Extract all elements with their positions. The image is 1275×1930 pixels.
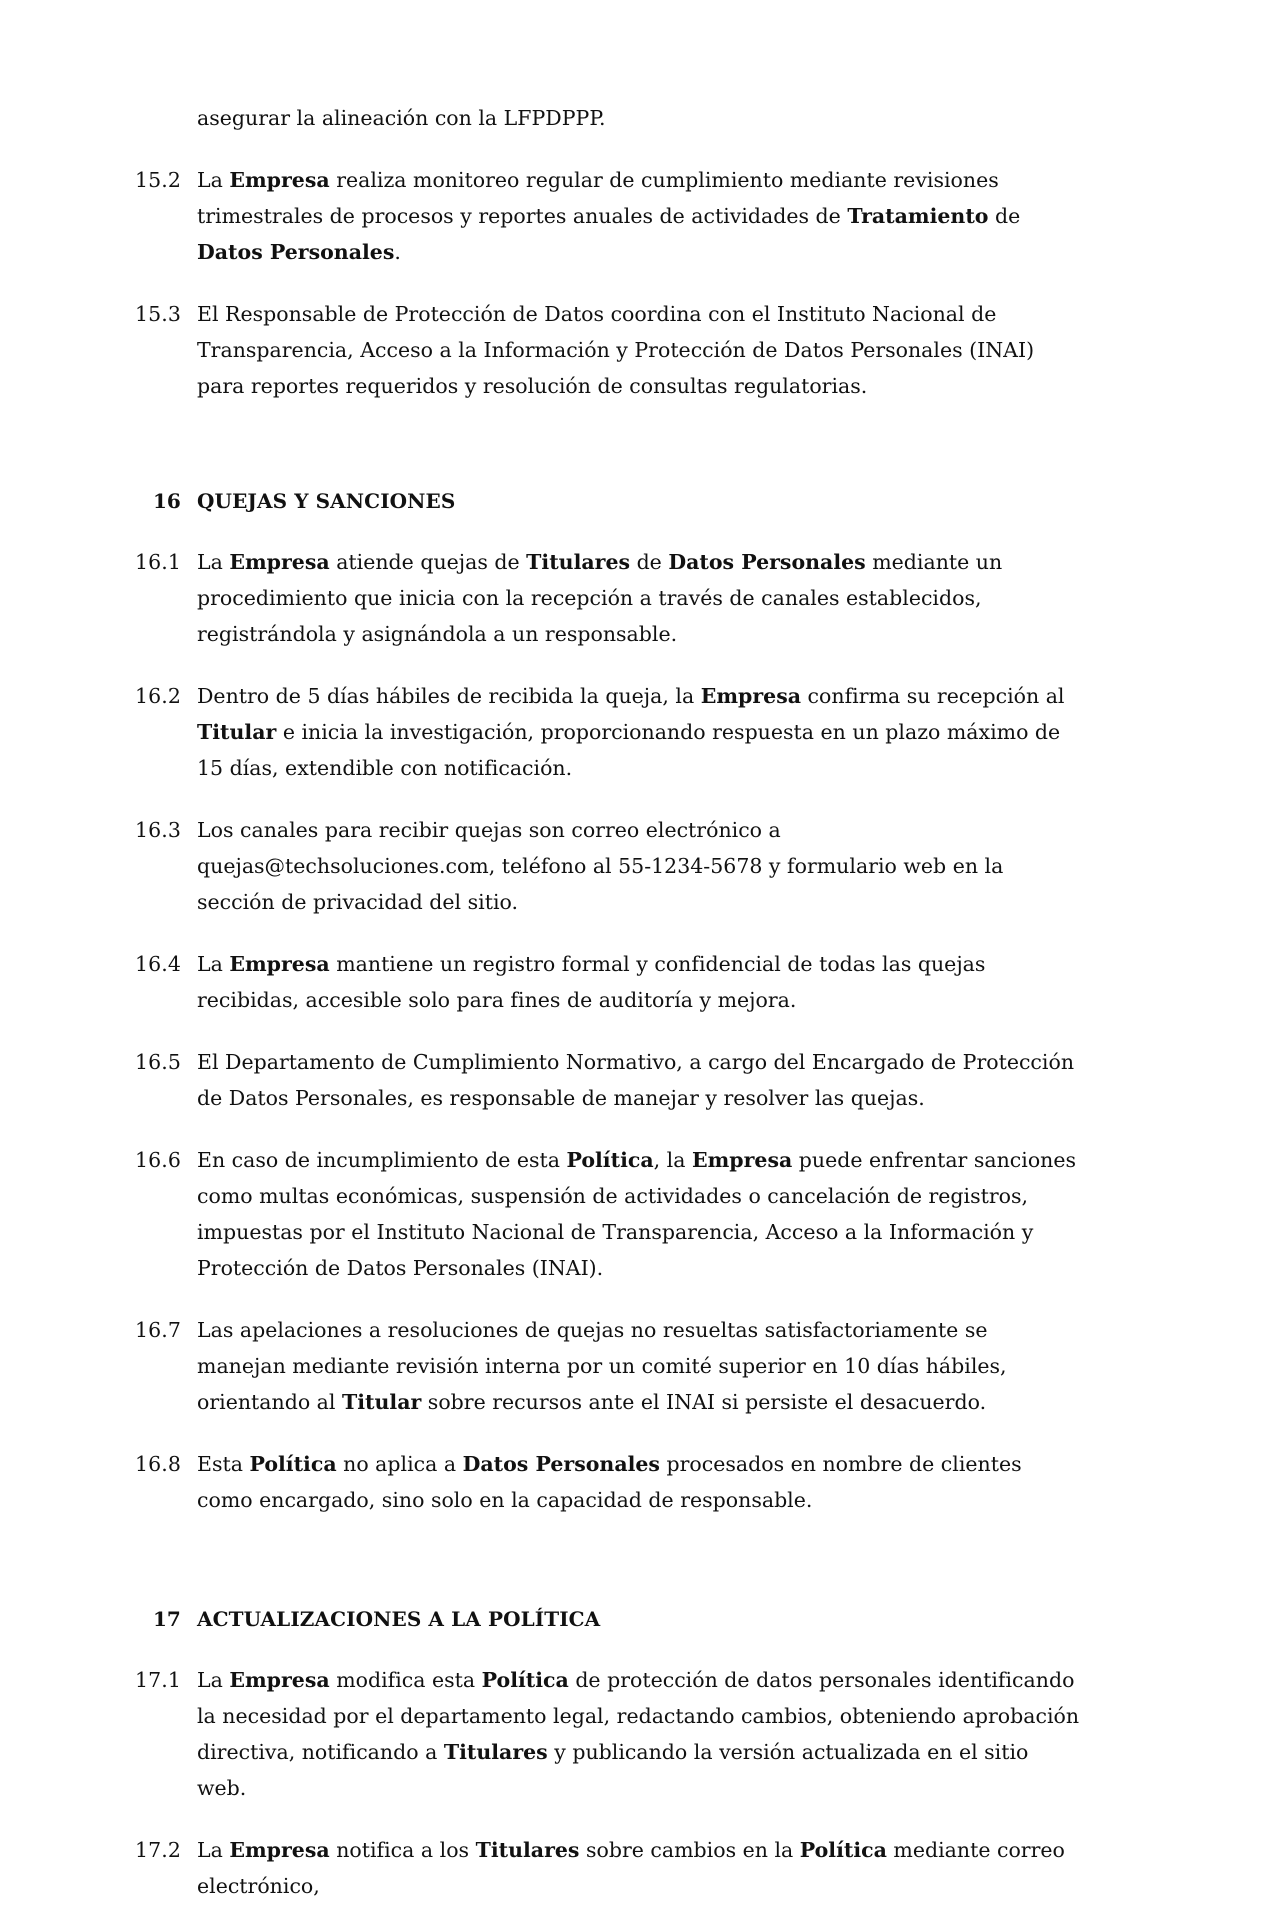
clause-number: 16.2 xyxy=(135,684,182,708)
clause-text: En caso de incumplimiento de esta Política, la Empresa puede enfrentar sanciones como multas económicas, suspensión de actividades o cancelación de registros, impuestas por el Instituto Nacional de Transparencia, Acceso a la Información y Protección de Datos Personales (INAI). xyxy=(197,1148,1077,1280)
clause-number: 17.1 xyxy=(135,1668,182,1692)
clause-number: 15.3 xyxy=(135,302,182,326)
clause-number: 16.5 xyxy=(135,1050,182,1074)
clause-text: El Departamento de Cumplimiento Normativo, a cargo del Encargado de Protección de Datos Personales, es responsable de manejar y resolver las quejas. xyxy=(197,1050,1075,1110)
clause-text: El Responsable de Protección de Datos coordina con el Instituto Nacional de Transparencia, Acceso a la Información y Protección de Datos Personales (INAI) para reportes requeridos y resolución de consultas regulatorias. xyxy=(197,302,1035,398)
clause-number: 16.1 xyxy=(135,550,182,574)
clause-16-6 xyxy=(135,1142,1080,1286)
clause-16-8 xyxy=(135,1446,1080,1518)
clause-number: 16.6 xyxy=(135,1148,182,1172)
page-content xyxy=(135,100,1080,1930)
clause-16-4 xyxy=(135,946,1080,1018)
clause-number: 16.7 xyxy=(135,1318,182,1342)
clause-number: 16.4 xyxy=(135,952,182,976)
clause-17-2 xyxy=(135,1832,1080,1904)
clause-15-2 xyxy=(135,162,1080,270)
clause-text: La Empresa realiza monitoreo regular de cumplimiento mediante revisiones trimestrales de procesos y reportes anuales de actividades de Tratamiento de Datos Personales. xyxy=(197,168,1021,264)
clause-text: La Empresa modifica esta Política de protección de datos personales identificando la necesidad por el departamento legal, redactando cambios, obteniendo aprobación directiva, notificando a Titulares y publicando la versión actualizada en el sitio web. xyxy=(197,1668,1080,1800)
clause-text: La Empresa mantiene un registro formal y confidencial de todas las quejas recibidas, accesible solo para fines de auditoría y mejora. xyxy=(197,952,986,1012)
clause-17-1 xyxy=(135,1662,1080,1806)
section-title: ACTUALIZACIONES A LA POLÍTICA xyxy=(197,1607,601,1631)
clause-text: Las apelaciones a resoluciones de quejas no resueltas satisfactoriamente se manejan mediante revisión interna por un comité superior en 10 días hábiles, orientando al Titular sobre recursos ante el INAI si persiste el desacuerdo. xyxy=(197,1318,1007,1414)
clause-text: Dentro de 5 días hábiles de recibida la queja, la Empresa confirma su recepción al Titular e inicia la investigación, proporcionando respuesta en un plazo máximo de 15 días, extendible con notificación. xyxy=(197,684,1065,780)
clause-number: 16.8 xyxy=(135,1452,182,1476)
spacer xyxy=(135,430,1080,484)
clause-text: Los canales para recibir quejas son correo electrónico a quejas@techsoluciones.com, teléfono al 55-1234-5678 y formulario web en la sección de privacidad del sitio. xyxy=(197,818,1004,914)
clause-text: La Empresa notifica a los Titulares sobre cambios en la Política mediante correo electrónico, xyxy=(197,1838,1065,1898)
clause-16-2 xyxy=(135,678,1080,786)
clause-continuation xyxy=(135,100,1080,136)
clause-16-3 xyxy=(135,812,1080,920)
clause-16-5 xyxy=(135,1044,1080,1116)
spacer xyxy=(135,1544,1080,1602)
section-title: QUEJAS Y SANCIONES xyxy=(197,489,456,513)
clause-15-3 xyxy=(135,296,1080,404)
clause-16-1 xyxy=(135,544,1080,652)
clause-number: 16.3 xyxy=(135,818,182,842)
section-number: 16 xyxy=(153,489,181,513)
clause-number: 17.2 xyxy=(135,1838,182,1862)
clause-16-7 xyxy=(135,1312,1080,1420)
section-number: 17 xyxy=(153,1607,181,1631)
clause-text: Esta Política no aplica a Datos Personales procesados en nombre de clientes como encargado, sino solo en la capacidad de responsable. xyxy=(197,1452,1022,1512)
clause-text: asegurar la alineación con la LFPDPPP. xyxy=(197,106,606,130)
section-heading-16 xyxy=(135,484,1080,518)
clause-number: 15.2 xyxy=(135,168,182,192)
clause-text: La Empresa atiende quejas de Titulares de Datos Personales mediante un procedimiento que inicia con la recepción a través de canales establecidos, registrándola y asignándola a un responsable. xyxy=(197,550,1003,646)
section-heading-17 xyxy=(135,1602,1080,1636)
